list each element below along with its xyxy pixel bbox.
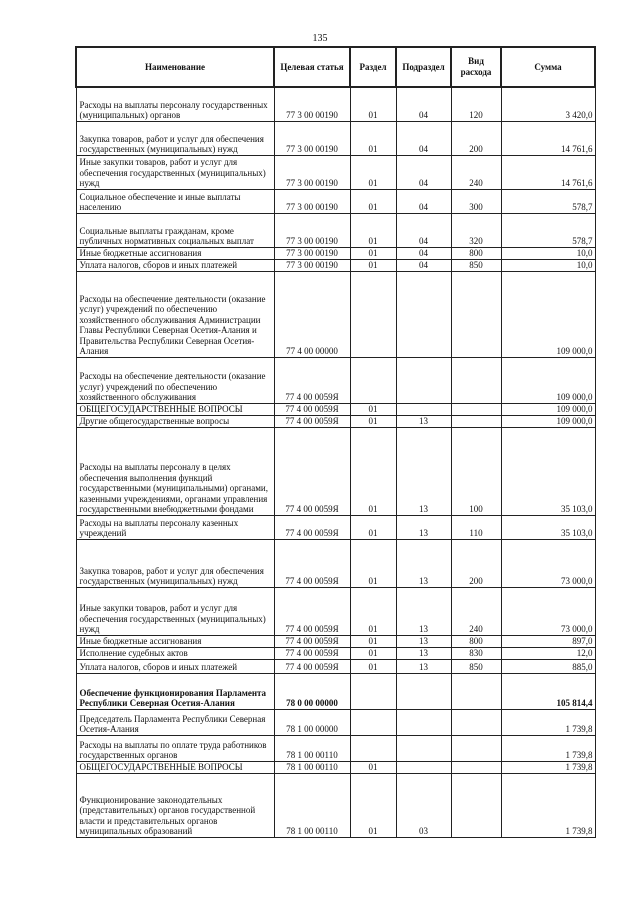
cell-kind: 850 [451,259,501,271]
cell-code: 78 1 00 00110 [274,761,350,773]
cell-name: Уплата налогов, сборов и иных платежей [76,659,274,673]
cell-code: 77 4 00 0059Я [274,415,350,427]
cell-subsection: 13 [396,635,451,647]
cell-sum: 14 761,6 [501,155,595,189]
cell-section: 01 [350,587,396,635]
cell-subsection: 03 [396,773,451,837]
table-row [76,247,595,259]
cell-code: 77 4 00 0059Я [274,635,350,647]
cell-section: 01 [350,213,396,247]
cell-subsection [396,403,451,415]
cell-kind: 110 [451,515,501,539]
cell-subsection: 04 [396,155,451,189]
cell-kind: 800 [451,635,501,647]
cell-code: 77 4 00 0059Я [274,403,350,415]
cell-kind [451,773,501,837]
table-row [76,635,595,647]
cell-section: 01 [350,189,396,213]
cell-subsection [396,735,451,761]
cell-code: 77 3 00 00190 [274,247,350,259]
cell-section: 01 [350,415,396,427]
cell-subsection: 04 [396,87,451,121]
cell-name: Уплата налогов, сборов и иных платежей [76,259,274,271]
cell-subsection [396,709,451,735]
table-row [76,761,595,773]
cell-kind [451,673,501,709]
cell-kind: 200 [451,539,501,587]
cell-kind: 200 [451,121,501,155]
cell-section: 01 [350,659,396,673]
table-row [76,515,595,539]
cell-section: 01 [350,515,396,539]
table-body [76,87,595,837]
cell-kind: 120 [451,87,501,121]
cell-subsection: 13 [396,427,451,515]
cell-subsection [396,271,451,357]
cell-code: 77 4 00 0059Я [274,539,350,587]
cell-sum: 109 000,0 [501,415,595,427]
cell-section: 01 [350,403,396,415]
cell-sum: 1 739,8 [501,735,595,761]
cell-name: Закупка товаров, работ и услуг для обеспечения государственных (муниципальных) нужд [76,539,274,587]
table-row [76,427,595,515]
cell-subsection: 13 [396,587,451,635]
cell-name: Расходы на выплаты персоналу государственных (муниципальных) органов [76,87,274,121]
cell-code: 77 3 00 00190 [274,259,350,271]
cell-name: Расходы на обеспечение деятельности (оказание услуг) учреждений по обеспечению хозяйственного обслуживания Администрации Главы Республики Северная Осетия-Алания и Правительства Республики Северная Осетия-Алания [76,271,274,357]
cell-sum: 897,0 [501,635,595,647]
header-code: Целевая статья [274,47,350,87]
cell-kind: 240 [451,155,501,189]
cell-name: Социальные выплаты гражданам, кроме публичных нормативных социальных выплат [76,213,274,247]
header-kind: Вид расхода [451,47,501,87]
cell-subsection: 13 [396,415,451,427]
cell-sum: 10,0 [501,259,595,271]
cell-sum: 14 761,6 [501,121,595,155]
cell-name: Функционирование законодательных (представительных) органов государственной власти и представительных органов муниципальных образований [76,773,274,837]
cell-name: Расходы на выплаты персоналу казенных учреждений [76,515,274,539]
cell-name: ОБЩЕГОСУДАРСТВЕННЫЕ ВОПРОСЫ [76,403,274,415]
cell-section: 01 [350,259,396,271]
table-row [76,259,595,271]
cell-name: Иные бюджетные ассигнования [76,635,274,647]
table-row [76,213,595,247]
cell-name: Иные закупки товаров, работ и услуг для обеспечения государственных (муниципальных) нужд [76,587,274,635]
cell-sum: 1 739,8 [501,773,595,837]
cell-code: 77 3 00 00190 [274,121,350,155]
cell-subsection: 13 [396,515,451,539]
cell-subsection [396,357,451,403]
table-row [76,271,595,357]
cell-code: 77 3 00 00190 [274,189,350,213]
cell-name: Расходы на выплаты по оплате труда работников государственных органов [76,735,274,761]
table-row [76,587,595,635]
cell-section [350,709,396,735]
cell-sum: 109 000,0 [501,403,595,415]
table-row [76,403,595,415]
table-row [76,659,595,673]
table-row [76,87,595,121]
cell-section: 01 [350,155,396,189]
cell-subsection: 13 [396,539,451,587]
header-section: Раздел [350,47,396,87]
cell-subsection [396,673,451,709]
budget-table [75,46,596,838]
cell-sum: 109 000,0 [501,271,595,357]
cell-sum: 73 000,0 [501,587,595,635]
table-header-row [76,47,595,87]
table-row [76,673,595,709]
cell-name: Председатель Парламента Республики Северная Осетия-Алания [76,709,274,735]
cell-section: 01 [350,427,396,515]
cell-name: Другие общегосударственные вопросы [76,415,274,427]
cell-subsection: 04 [396,121,451,155]
cell-kind: 240 [451,587,501,635]
cell-subsection: 04 [396,247,451,259]
cell-kind [451,735,501,761]
header-subsection: Подраздел [396,47,451,87]
cell-kind: 830 [451,647,501,659]
cell-kind: 800 [451,247,501,259]
page-number: 135 [312,33,328,44]
table-row [76,155,595,189]
cell-code: 78 1 00 00110 [274,773,350,837]
cell-section: 01 [350,647,396,659]
cell-sum: 1 739,8 [501,761,595,773]
cell-code: 77 4 00 0059Я [274,427,350,515]
cell-code: 78 1 00 00000 [274,709,350,735]
cell-name: Расходы на обеспечение деятельности (оказание услуг) учреждений по обеспечению хозяйственного обслуживания [76,357,274,403]
cell-name: ОБЩЕГОСУДАРСТВЕННЫЕ ВОПРОСЫ [76,761,274,773]
cell-code: 77 4 00 0059Я [274,659,350,673]
cell-kind [451,403,501,415]
cell-section: 01 [350,773,396,837]
cell-subsection: 13 [396,647,451,659]
cell-subsection [396,761,451,773]
cell-section [350,735,396,761]
header-name: Наименование [76,47,274,87]
cell-code: 77 4 00 00000 [274,271,350,357]
cell-kind [451,271,501,357]
cell-code: 77 4 00 0059Я [274,647,350,659]
cell-code: 78 0 00 00000 [274,673,350,709]
cell-kind: 850 [451,659,501,673]
cell-code: 77 4 00 0059Я [274,587,350,635]
cell-code: 77 3 00 00190 [274,213,350,247]
cell-sum: 109 000,0 [501,357,595,403]
cell-section: 01 [350,247,396,259]
cell-sum: 105 814,4 [501,673,595,709]
cell-sum: 578,7 [501,213,595,247]
cell-section: 01 [350,87,396,121]
cell-code: 77 4 00 0059Я [274,357,350,403]
table-row [76,773,595,837]
cell-kind [451,357,501,403]
cell-sum: 3 420,0 [501,87,595,121]
cell-kind: 320 [451,213,501,247]
cell-name: Иные бюджетные ассигнования [76,247,274,259]
cell-code: 78 1 00 00110 [274,735,350,761]
table-row [76,415,595,427]
cell-subsection: 04 [396,213,451,247]
cell-kind: 300 [451,189,501,213]
cell-code: 77 3 00 00190 [274,155,350,189]
cell-kind: 100 [451,427,501,515]
cell-sum: 885,0 [501,659,595,673]
cell-kind [451,761,501,773]
table-row [76,735,595,761]
cell-name: Обеспечение функционирования Парламента Республики Северная Осетия-Алания [76,673,274,709]
cell-name: Расходы на выплаты персоналу в целях обеспечения выполнения функций государственными (муниципальными) органами, казенными учреждениями, органами управления государственными внебюджетными фондами [76,427,274,515]
table-row [76,357,595,403]
cell-subsection: 13 [396,659,451,673]
cell-sum: 35 103,0 [501,427,595,515]
cell-name: Исполнение судебных актов [76,647,274,659]
cell-name: Иные закупки товаров, работ и услуг для обеспечения государственных (муниципальных) нужд [76,155,274,189]
cell-section [350,357,396,403]
table-row [76,121,595,155]
cell-name: Социальное обеспечение и иные выплаты населению [76,189,274,213]
cell-section: 01 [350,121,396,155]
cell-section: 01 [350,635,396,647]
table-row [76,189,595,213]
cell-sum: 12,0 [501,647,595,659]
cell-section: 01 [350,539,396,587]
cell-sum: 1 739,8 [501,709,595,735]
cell-subsection: 04 [396,189,451,213]
cell-section: 01 [350,761,396,773]
cell-section [350,271,396,357]
cell-code: 77 4 00 0059Я [274,515,350,539]
table-row [76,709,595,735]
cell-kind [451,709,501,735]
cell-kind [451,415,501,427]
cell-section [350,673,396,709]
cell-subsection: 04 [396,259,451,271]
cell-sum: 73 000,0 [501,539,595,587]
cell-sum: 35 103,0 [501,515,595,539]
table-row [76,647,595,659]
table-row [76,539,595,587]
header-sum: Сумма [501,47,595,87]
cell-name: Закупка товаров, работ и услуг для обеспечения государственных (муниципальных) нужд [76,121,274,155]
cell-sum: 10,0 [501,247,595,259]
cell-code: 77 3 00 00190 [274,87,350,121]
cell-sum: 578,7 [501,189,595,213]
